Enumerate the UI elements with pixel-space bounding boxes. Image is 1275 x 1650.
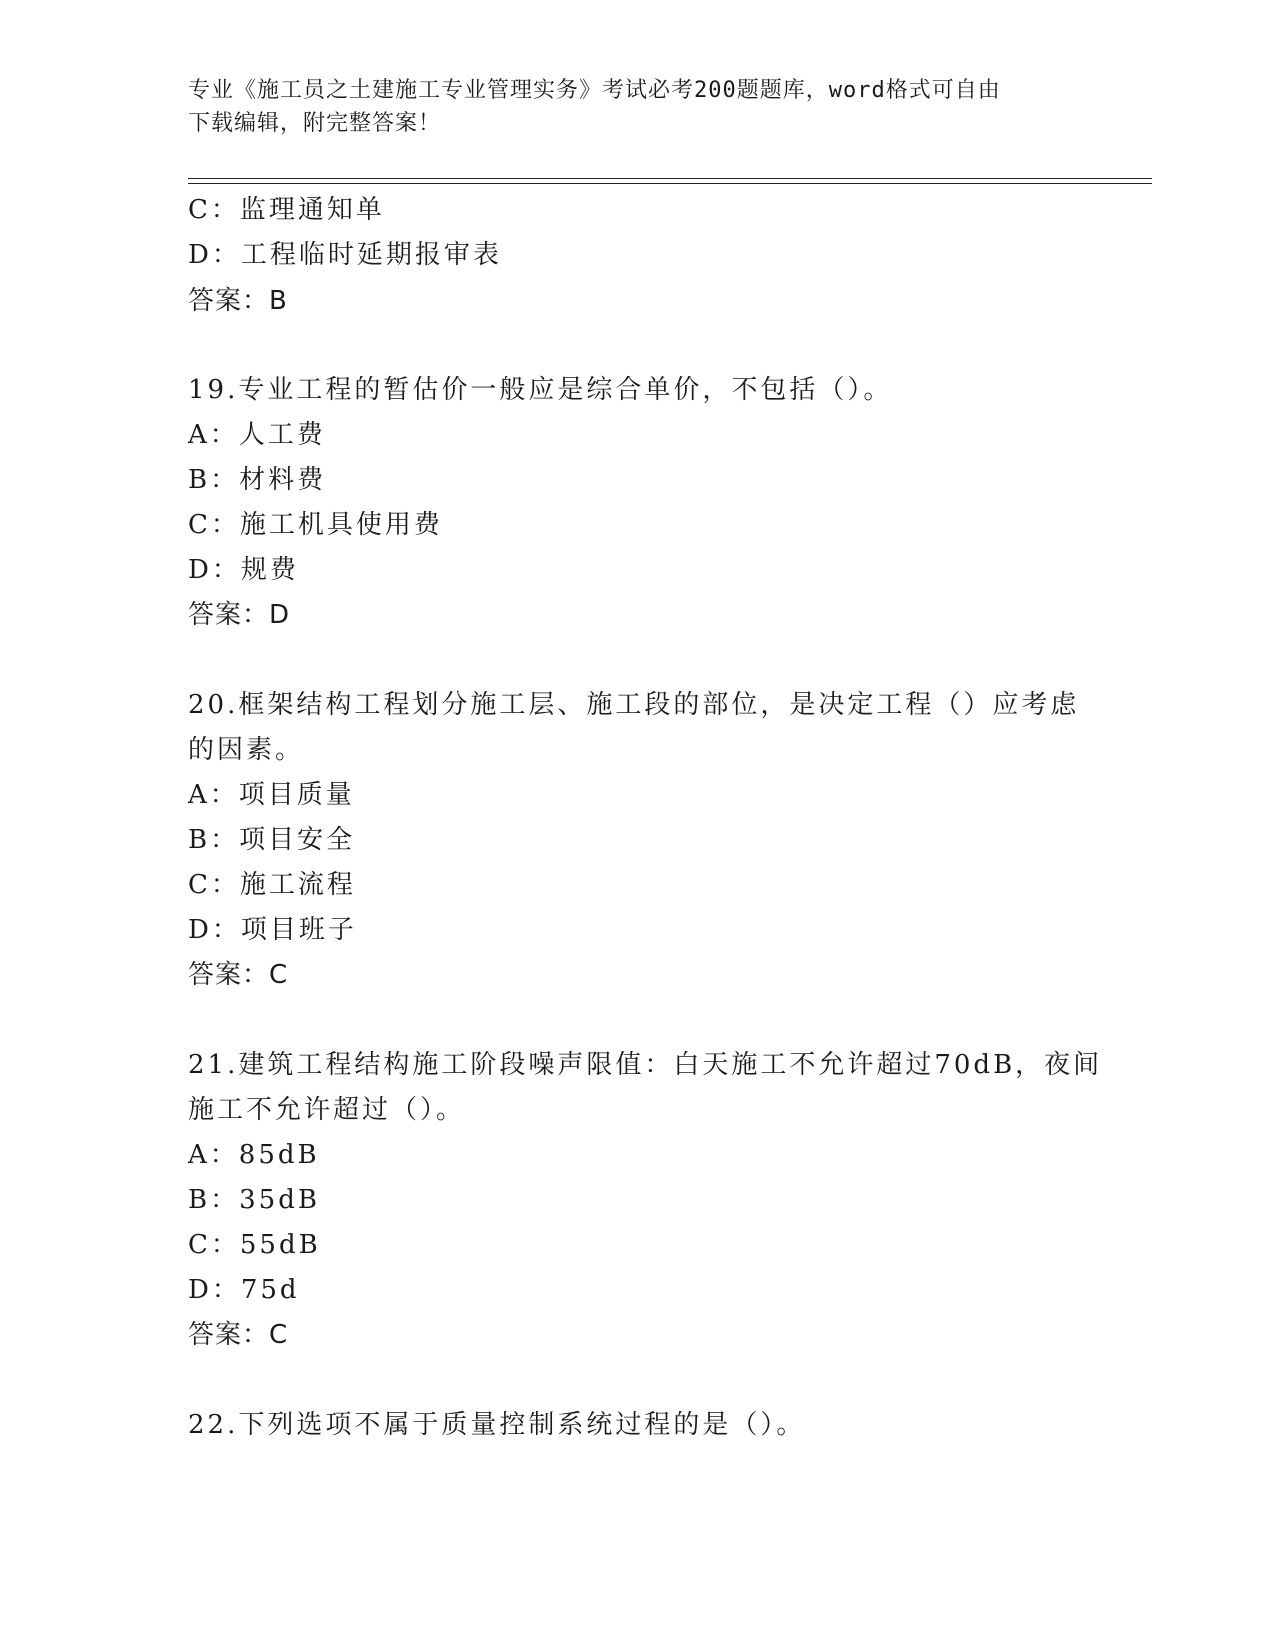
prev-option-c: C：监理通知单 [188, 195, 385, 225]
q21-option-d: D：75d [188, 1275, 300, 1305]
q20-answer: 答案：C [188, 960, 289, 990]
header-rule-bottom [188, 183, 1152, 184]
q20-question-line-2: 的因素。 [188, 735, 305, 765]
q20-option-c: C：施工流程 [188, 870, 356, 900]
q21-question-line-1: 21.建筑工程结构施工阶段噪声限值：白天施工不允许超过70dB，夜间 [188, 1050, 1103, 1080]
q22-question: 22.下列选项不属于质量控制系统过程的是（）。 [188, 1410, 806, 1440]
prev-answer: 答案：B [188, 286, 288, 316]
q21-question-line-2: 施工不允许超过（）。 [188, 1095, 466, 1125]
q20-option-b: B：项目安全 [188, 825, 356, 855]
document-header [188, 74, 1088, 140]
q19-option-d: D：规费 [188, 555, 299, 585]
q20-option-a: A：项目质量 [188, 780, 355, 810]
q21-answer: 答案：C [188, 1320, 289, 1350]
q21-option-b: B：35dB [188, 1185, 320, 1215]
header-rule-top [188, 178, 1152, 179]
header-line-2: 下载编辑，附完整答案！ [188, 111, 442, 136]
q19-option-b: B：材料费 [188, 465, 327, 495]
q19-option-a: A：人工费 [188, 420, 326, 450]
q19-question: 19.专业工程的暂估价一般应是综合单价，不包括（）。 [188, 375, 893, 405]
q21-option-a: A：85dB [188, 1140, 320, 1170]
q20-question-line-1: 20.框架结构工程划分施工层、施工段的部位，是决定工程（）应考虑 [188, 690, 1080, 720]
prev-option-d: D：工程临时延期报审表 [188, 240, 502, 270]
q20-option-d: D：项目班子 [188, 915, 357, 945]
header-line-1: 专业《施工员之土建施工专业管理实务》考试必考200题题库，word格式可自由 [188, 78, 1001, 103]
q21-option-c: C：55dB [188, 1230, 321, 1260]
q19-option-c: C：施工机具使用费 [188, 510, 443, 540]
q19-answer: 答案：D [188, 600, 291, 630]
